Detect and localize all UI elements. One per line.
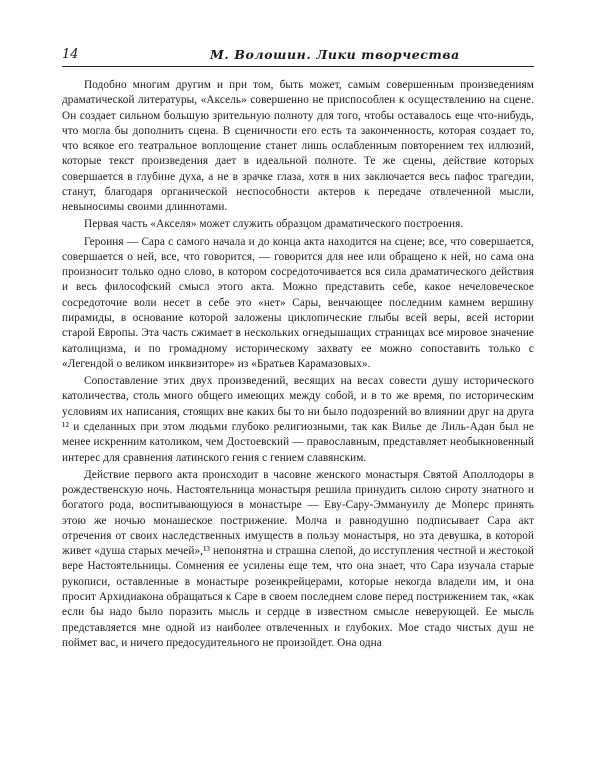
page-header: [62, 44, 534, 66]
paragraph: Сопоставление этих двух произведений, весящих на весах совести душу исторического католичества, столь много общего имеющих между собой, и в то же время, по историческим условиям их написания, стоящих вне каких бы то ни было подозрений во влиянии друг на друга ¹² и сделанных при этом людьми глубоко религиозными, так как Вилье де Лиль-Адан был не менее искренним католиком, чем Достоевский — православным, представляет необыкновенный интерес для сравнения латинского гения с гением славянским.: [62, 375, 534, 464]
paragraph: Героиня — Сара с самого начала и до конца акта находится на сцене; все, что совершается, совершается о ней, все, что говорится, — говорится для нее или обращено к ней, но сама она произносит только одно слово, в котором сосредоточивается вся сила драматического действия и весь философский смысл этого акта. Можно представить себе, какое нечеловеческое сосредоточие воли несет в себе это «нет» Сары, венчающее последним камнем вершину пирамиды, в основание которой заложены циклопические глыбы всей веры, всей истории старой Европы. Эта часть сжимает в нескольких огнедышащих страницах все мировое значение католицизма, и по громадному историческому захвату ее можно сопоставить только с «Легендой о великом инквизиторе» из «Братьев Карамазовых».: [62, 235, 534, 370]
running-title: М. Волошин. Лики творчества: [210, 47, 460, 62]
header-rule: [62, 66, 534, 67]
paragraph: Первая часть «Акселя» может служить образцом драматического построения.: [84, 218, 464, 231]
body-text: [62, 78, 534, 653]
paragraph: Действие первого акта происходит в часовне женского монастыря Святой Аполлодоры в рождественскую ночь. Настоятельница монастыря решила принудить силою сироту знатного и богатого рода, воспитывающуюся в монастыре — Еву-Сару-Эммануилу де Моперс принять этою же ночью монашеское пострижение. Молча и равнодушно подписывает Сара акт отречения от своих наследственных имуществ в пользу монастыря, но эта девушка, в которой живет «душа старых мечей»,¹³ непонятна и страшна слепой, до исступления честной и жестокой вере Настоятельницы. Сомнения ее усилены еще тем, что она знает, что Сара изучала старые рукописи, оставленные в монастыре розенкрейцерами, которые некогда владели им, и она просит Архидиакона обращаться к Саре в своем последнем слове перед пострижением так, «как если бы надо было поразить мысль и сердце в известном смысле неверующей. Ее мысль представляется мне одной из наиболее отвлеченных и глубоких. Мое стадо чистых душ не поймет вас, и ничего предосудительного не произойдет. Она одна: [62, 468, 534, 649]
paragraph: Подобно многим другим и при том, быть может, самым совершенным произведениям драматической литературы, «Аксель» совершенно не приспособлен к осуществлению на сцене. Он создает сильном большую зрительную полноту для того, чтобы оставалось еще что-нибудь, что могла бы дополнить сцена. В сценичности его есть та законченность, которая создает то, что всякое его театральное воплощение станет лишь ослабленным повторением тех иллюзий, которые текст произведения дает в идеальной полноте. Те же сцены, действие которых совершается в глубине духа, а не в зрачке глаза, хотя в них заключается весь пафос трагедии, станут, благодаря органической неспособности актеров к передаче отвлеченной мысли, невыносимы своими длиннотами.: [62, 79, 534, 214]
page-number: 14: [62, 47, 79, 62]
